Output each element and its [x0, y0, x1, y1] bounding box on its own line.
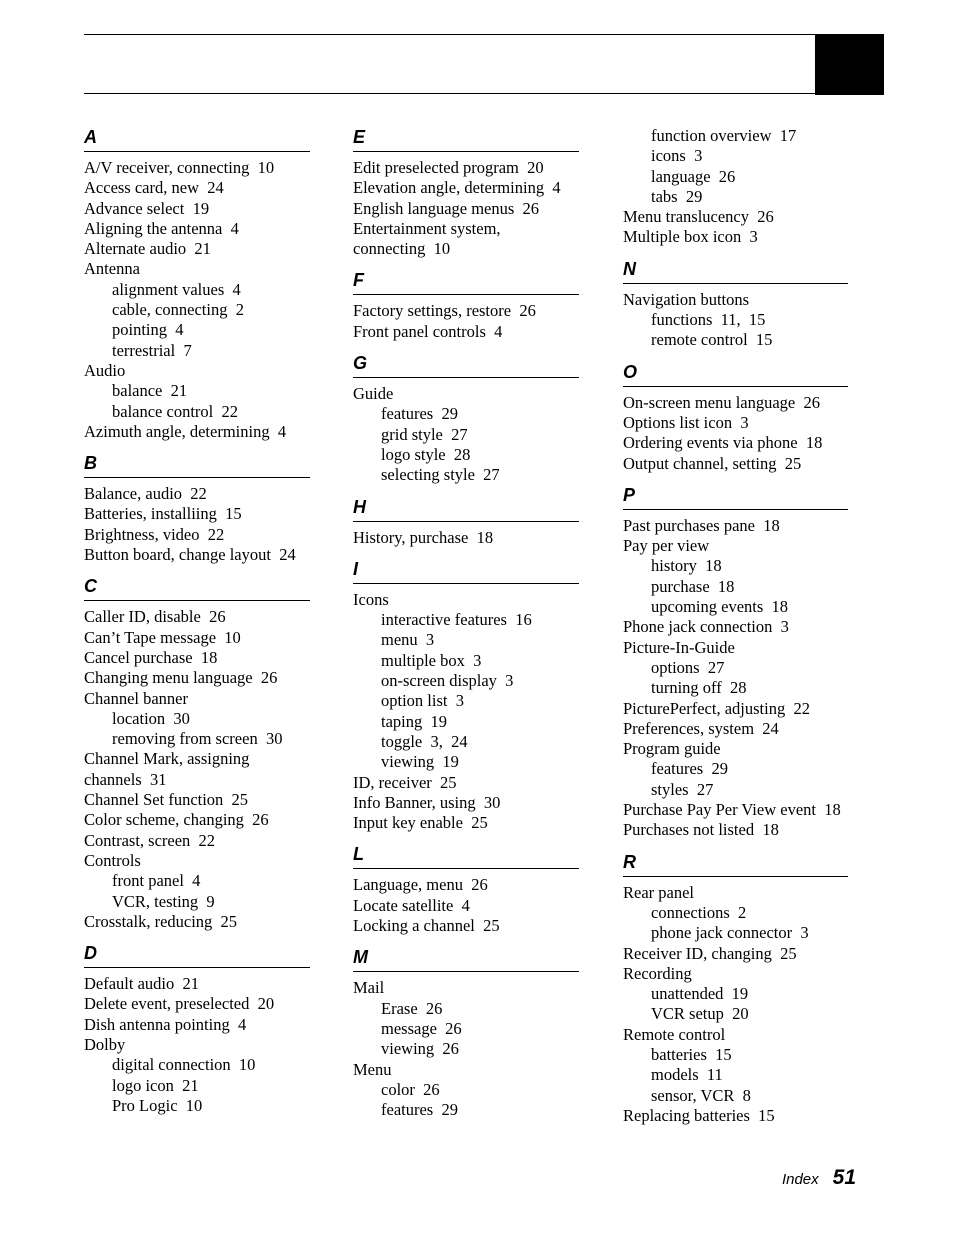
index-entry: Channel Mark, assigning [84, 749, 250, 769]
index-entry: Advance select 19 [84, 198, 210, 218]
index-subentry: terrestrial 7 [112, 340, 192, 360]
index-subentry: icons 3 [651, 146, 703, 166]
section-letter: P [623, 484, 636, 505]
index-subentry: functions 11, 15 [651, 310, 766, 330]
index-entry: Info Banner, using 30 [353, 792, 501, 812]
index-entry: Azimuth angle, determining 4 [84, 421, 287, 441]
index-entry: Preferences, system 24 [623, 718, 779, 738]
index-subentry: cable, connecting 2 [112, 300, 244, 320]
section-rule [353, 151, 579, 152]
index-subentry: batteries 15 [651, 1044, 732, 1064]
index-section-continued [623, 126, 848, 248]
index-subentry: logo icon 21 [112, 1075, 199, 1095]
section-letter: B [84, 453, 97, 474]
index-entry: Crosstalk, reducing 25 [84, 911, 238, 931]
index-entry: Recording [623, 963, 692, 983]
index-subentry: option list 3 [381, 691, 464, 711]
index-section-l [353, 843, 579, 936]
index-entry: Rear panel [623, 882, 695, 902]
index-entry: Locking a channel 25 [353, 916, 500, 936]
index-entry: PicturePerfect, adjusting 22 [623, 698, 810, 718]
section-rule [353, 971, 579, 972]
index-subentry: VCR, testing 9 [112, 891, 215, 911]
index-section-f [353, 269, 579, 342]
index-subentry: location 30 [112, 708, 190, 728]
section-letter: N [623, 258, 636, 279]
index-entry: Purchases not listed 18 [623, 820, 779, 840]
index-subentry: options 27 [651, 657, 725, 677]
index-entry: Cancel purchase 18 [84, 647, 218, 667]
section-rule [353, 294, 579, 295]
index-section-i [353, 558, 579, 834]
index-subentry: turning off 28 [651, 678, 747, 698]
index-subentry: language 26 [651, 166, 736, 186]
index-entry: Audio [84, 360, 126, 380]
section-rule [623, 283, 848, 284]
section-letter: C [84, 576, 97, 597]
index-entry: ID, receiver 25 [353, 772, 457, 792]
index-section-g [353, 352, 579, 485]
index-subentry: multiple box 3 [381, 650, 482, 670]
index-section-o [623, 361, 848, 474]
index-entry: Remote control [623, 1024, 726, 1044]
index-section-a [84, 126, 310, 442]
index-entry: Locate satellite 4 [353, 895, 470, 915]
index-subentry: alignment values 4 [112, 279, 241, 299]
index-entry: Button board, change layout 24 [84, 545, 296, 565]
index-section-b [84, 452, 310, 565]
index-section-r [623, 851, 848, 1127]
index-entry: Guide [353, 384, 394, 404]
index-entry: Front panel controls 4 [353, 321, 503, 341]
index-section-d [84, 942, 310, 1116]
index-entry: Aligning the antenna 4 [84, 218, 239, 238]
index-subentry: message 26 [381, 1018, 462, 1038]
index-entry: Past purchases pane 18 [623, 515, 780, 535]
index-subentry: viewing 19 [381, 752, 459, 772]
index-entry: English language menus 26 [353, 198, 540, 218]
index-entry: Menu [353, 1059, 392, 1079]
index-subentry: features 29 [381, 404, 458, 424]
index-entry: Elevation angle, determining 4 [353, 178, 561, 198]
index-entry: Replacing batteries 15 [623, 1105, 775, 1125]
index-entry: Antenna [84, 259, 140, 279]
index-subentry: VCR setup 20 [651, 1004, 749, 1024]
index-subentry: function overview 17 [651, 126, 797, 145]
index-subentry: pointing 4 [112, 320, 184, 340]
page-footer [782, 1166, 856, 1190]
section-letter: F [353, 270, 364, 291]
index-subentry: upcoming events 18 [651, 597, 789, 617]
index-subentry: interactive features 16 [381, 610, 532, 630]
section-rule [623, 509, 848, 510]
index-entry: Options list icon 3 [623, 412, 749, 432]
section-letter: I [353, 558, 359, 579]
index-subentry: connections 2 [651, 902, 747, 922]
page-number: 51 [832, 1166, 856, 1189]
index-entry: Language, menu 26 [353, 875, 488, 895]
section-rule [353, 583, 579, 584]
index-subentry: selecting style 27 [381, 465, 500, 485]
index-subentry: front panel 4 [112, 871, 201, 891]
index-column-2 [353, 126, 579, 1120]
index-entry: Channel Set function 25 [84, 790, 249, 810]
index-section-c [84, 575, 310, 932]
index-entry: Contrast, screen 22 [84, 830, 216, 850]
section-rule [353, 868, 579, 869]
index-entry: Controls [84, 850, 141, 870]
header-tab-block [815, 34, 884, 95]
index-subentry: grid style 27 [381, 424, 468, 444]
section-rule [623, 876, 848, 877]
index-entry: Input key enable 25 [353, 813, 488, 833]
index-entry: Phone jack connection 3 [623, 617, 789, 637]
section-letter: M [353, 947, 368, 968]
section-rule [623, 386, 848, 387]
index-entry: Caller ID, disable 26 [84, 607, 226, 627]
section-rule [84, 967, 310, 968]
index-subentry: models 11 [651, 1065, 723, 1085]
index-entry: On-screen menu language 26 [623, 392, 821, 412]
index-column-3 [623, 126, 848, 1126]
index-subentry: sensor, VCR 8 [651, 1085, 751, 1105]
index-subentry: menu 3 [381, 630, 435, 650]
footer-label: Index [781, 1171, 819, 1188]
index-entry: Pay per view [623, 536, 710, 556]
index-subentry: styles 27 [651, 779, 714, 799]
index-section-h [353, 496, 579, 548]
index-subentry: remote control 15 [651, 330, 773, 350]
index-section-n [623, 258, 848, 351]
index-entry: Multiple box icon 3 [623, 227, 758, 247]
index-subentry: phone jack connector 3 [651, 923, 809, 943]
index-entry: Factory settings, restore 26 [353, 301, 536, 321]
index-subentry: color 26 [381, 1079, 440, 1099]
index-subentry: Pro Logic 10 [112, 1095, 203, 1115]
index-subentry: digital connection 10 [112, 1055, 256, 1075]
index-entry: Brightness, video 22 [84, 524, 225, 544]
index-entry: Color scheme, changing 26 [84, 810, 269, 830]
index-section-p [623, 484, 848, 841]
section-rule [84, 151, 310, 152]
index-entry: Output channel, setting 25 [623, 453, 802, 473]
section-rule [84, 600, 310, 601]
index-entry: Ordering events via phone 18 [623, 433, 823, 453]
index-subentry: balance control 22 [112, 401, 238, 421]
section-letter: A [84, 127, 97, 147]
index-entry: Receiver ID, changing 25 [623, 943, 797, 963]
section-letter: R [623, 851, 636, 872]
index-entry: Dolby [84, 1034, 126, 1054]
index-subentry: taping 19 [381, 711, 447, 731]
index-subentry: logo style 28 [381, 444, 471, 464]
index-entry: Mail [353, 978, 385, 998]
index-entry: Edit preselected program 20 [353, 158, 544, 177]
index-entry: Dish antenna pointing 4 [84, 1014, 247, 1034]
index-section-m [353, 946, 579, 1120]
index-entry: Default audio 21 [84, 974, 200, 994]
section-rule [353, 521, 579, 522]
index-subentry: history 18 [651, 556, 722, 576]
index-entry: History, purchase 18 [353, 527, 494, 547]
index-column-1 [84, 126, 310, 1116]
index-section-e [353, 126, 579, 259]
index-entry: Icons [353, 589, 389, 609]
index-entry: Alternate audio 21 [84, 239, 211, 259]
index-entry: Batteries, installiing 15 [84, 504, 242, 524]
section-letter: O [623, 361, 638, 382]
index-subentry: removing from screen 30 [112, 729, 283, 749]
index-subentry: tabs 29 [651, 186, 703, 206]
index-entry: A/V receiver, connecting 10 [84, 158, 275, 177]
index-entry: Changing menu language 26 [84, 668, 278, 688]
section-letter: D [84, 943, 97, 964]
header-rule-top [84, 34, 884, 35]
index-entry: Balance, audio 22 [84, 484, 207, 504]
index-entry: channels 31 [84, 769, 167, 789]
index-subentry: features 29 [381, 1100, 458, 1120]
section-letter: E [353, 127, 366, 147]
section-rule [84, 477, 310, 478]
header-rule-bottom [84, 93, 884, 94]
index-entry: Channel banner [84, 688, 189, 708]
index-subentry: balance 21 [112, 381, 188, 401]
index-entry: Entertainment system, [353, 218, 501, 238]
index-entry: Program guide [623, 739, 721, 759]
section-letter: L [353, 844, 364, 865]
index-subentry: on-screen display 3 [381, 671, 514, 691]
index-entry: Can’t Tape message 10 [84, 627, 241, 647]
index-subentry: viewing 26 [381, 1039, 459, 1059]
index-entry: Picture-In-Guide [623, 637, 735, 657]
index-subentry: Erase 26 [381, 998, 443, 1018]
index-entry: Navigation buttons [623, 289, 750, 309]
index-subentry: toggle 3, 24 [381, 731, 468, 751]
index-entry: Access card, new 24 [84, 178, 224, 198]
index-entry: Purchase Pay Per View event 18 [623, 800, 841, 820]
section-rule [353, 377, 579, 378]
index-subentry: features 29 [651, 759, 728, 779]
index-subentry: unattended 19 [651, 984, 749, 1004]
index-entry: Delete event, preselected 20 [84, 994, 275, 1014]
section-letter: H [353, 496, 366, 517]
index-entry: Menu translucency 26 [623, 207, 774, 227]
index-subentry: purchase 18 [651, 576, 735, 596]
section-letter: G [353, 353, 368, 374]
index-entry: connecting 10 [353, 239, 451, 259]
